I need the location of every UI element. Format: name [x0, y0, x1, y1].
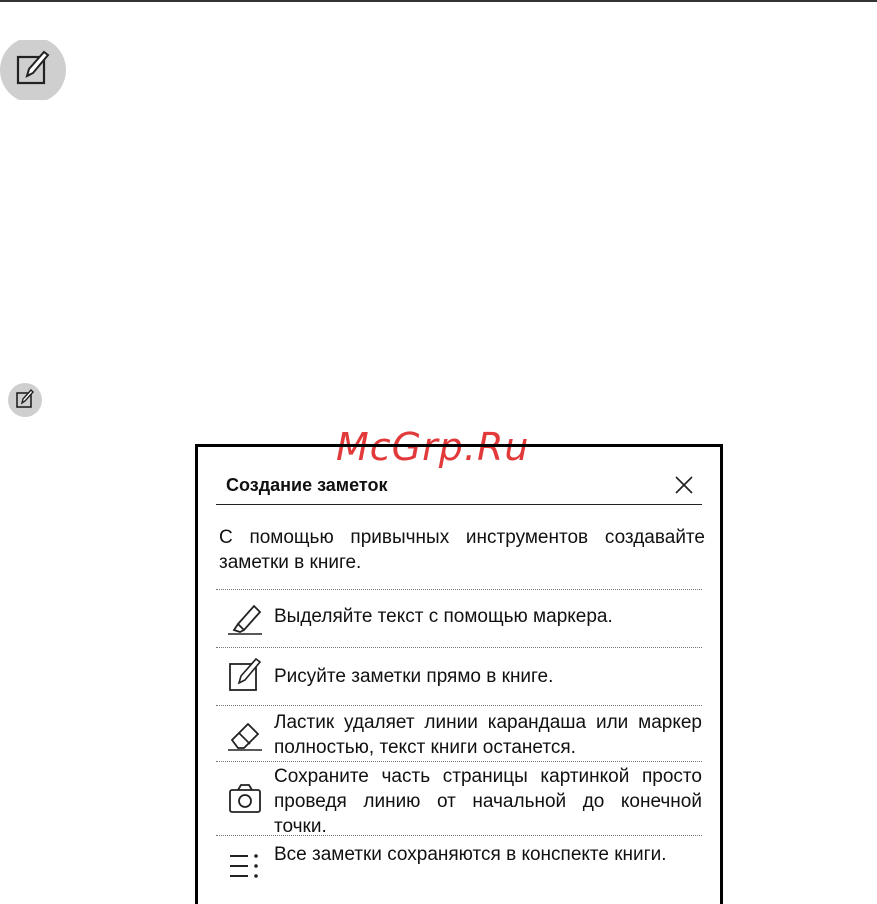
dialog-intro: С помощью привычных инструментов создавайте заметки в книге. [219, 527, 705, 573]
notes-dialog [195, 444, 723, 904]
dialog-header [216, 471, 702, 505]
note-mode-small-icon [8, 382, 42, 418]
eraser-icon [226, 716, 264, 754]
highlighter-icon [226, 600, 264, 638]
notes-list-icon [226, 848, 264, 886]
top-rule [0, 0, 877, 2]
item-text: Рисуйте заметки прямо в книге. [274, 666, 554, 687]
item-text: Сохраните часть страницы картинкой просто проведя линию от начальной до конечной точки. [274, 766, 702, 837]
camera-icon [226, 780, 264, 818]
item-text: Выделяйте текст с помощью маркера. [274, 606, 613, 627]
item-text: Ластик удаляет линии карандаша или маркер полностью, текст книги останется. [274, 712, 702, 758]
list-item-highlighter [216, 589, 702, 648]
list-item-camera [216, 761, 702, 836]
close-icon[interactable] [674, 475, 694, 495]
watermark: McGrp.Ru [336, 425, 530, 469]
note-mode-icon [0, 40, 66, 100]
pencil-note-icon [226, 656, 264, 694]
list-item-eraser [216, 705, 702, 762]
item-text: Все заметки сохраняются в конспекте книги. [274, 844, 667, 865]
list-item-notes [216, 835, 702, 896]
dialog-title: Создание заметок [226, 475, 388, 495]
list-item-pencil [216, 647, 702, 706]
